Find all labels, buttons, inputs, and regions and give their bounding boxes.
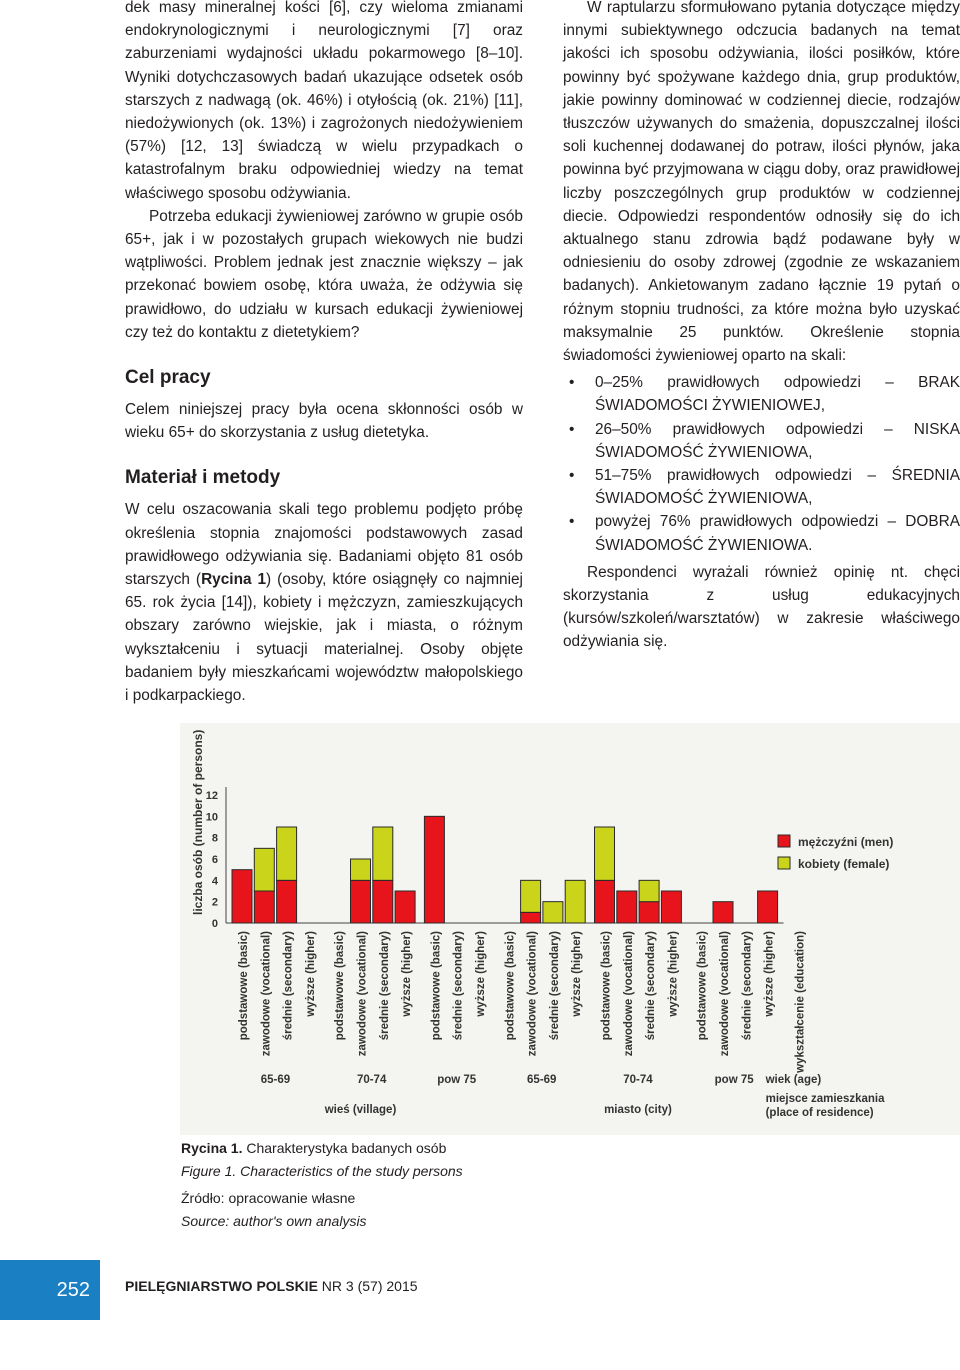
- x-tick-label: średnie (secondary): [378, 931, 391, 1041]
- x-tick-label: średnie (secondary): [452, 931, 465, 1041]
- bar-women: [565, 880, 585, 923]
- age-group-label: 70-74: [623, 1074, 653, 1086]
- text-run: ) (osoby, które osiągnęły co najmniej 65. rok życia [14]), kobiety i mężczyzn, zamieszkujących obszary zarówno wiejskie, jak i miasta, o różnym wykształceniu i sytuacji materialnej. Osoby objęte badaniem były mieszkańcami województw małopolskiego i podkarpackiego.: [125, 571, 523, 705]
- bar-men: [713, 902, 733, 923]
- figure-chart: [180, 723, 960, 1135]
- journal-issue: NR 3 (57) 2015: [317, 1278, 418, 1294]
- x-tick-label: wyższe (higher): [475, 931, 487, 1017]
- education-axis-label: wykształcenie (education): [794, 931, 807, 1073]
- y-tick-label: 2: [211, 896, 218, 909]
- caption-text: Charakterystyka badanych osób: [242, 1140, 447, 1156]
- bar-men: [521, 912, 541, 923]
- bullet-list: [563, 371, 960, 557]
- age-group-label: 70-74: [356, 1074, 387, 1086]
- x-tick-label: zawodowe (vocational): [356, 931, 369, 1057]
- x-tick-label: wyższe (higher): [571, 931, 584, 1017]
- caption-title-en: Figure 1. Characteristics of the study persons: [181, 1163, 463, 1179]
- bullet-icon: •: [569, 374, 575, 392]
- bar-men: [351, 880, 371, 923]
- list-item-text: powyżej 76% prawidłowych odpowiedzi – DOBRA ŚWIADOMOŚĆ ŻYWIENIOWA.: [595, 513, 960, 554]
- journal-footer: [125, 1278, 418, 1294]
- x-tick-label: średnie (secondary): [548, 931, 561, 1041]
- x-tick-label: podstawowe (basic): [504, 931, 517, 1041]
- section-heading: Materiał i metody: [125, 467, 281, 489]
- bar-men: [232, 870, 252, 923]
- y-tick-label: 0: [211, 918, 218, 930]
- age-group-label: 65-69: [527, 1074, 557, 1086]
- x-tick-label: zawodowe (vocational): [719, 931, 731, 1057]
- list-item: [563, 418, 960, 464]
- section-heading: Cel pracy: [125, 367, 211, 389]
- x-tick-label: zawodowe (vocational): [260, 931, 273, 1057]
- bar-men: [424, 816, 444, 923]
- paragraph: Potrzeba edukacji żywieniowej zarówno w grupie osób 65+, jak i w pozostałych grupach wiekowych nie budzi wątpliwości. Problem jednak jest znacznie większy – jak przekonać bowiem osobę, która uważa, że odżywia się prawidłowo, do udziału w kursach edukacji żywieniowej czy też do kontaktu z dietetykiem?: [125, 207, 523, 341]
- bullet-icon: •: [569, 513, 575, 531]
- y-tick-label: 10: [205, 811, 218, 824]
- list-item-text: 26–50% prawidłowych odpowiedzi – NISKA ŚWIADOMOŚĆ ŻYWIENIOWA,: [595, 420, 960, 461]
- x-tick-label: zawodowe (vocational): [622, 931, 635, 1057]
- bar-men: [639, 902, 659, 923]
- bar-women: [521, 880, 541, 912]
- bar-women: [543, 902, 563, 923]
- bar-women: [351, 859, 371, 880]
- x-tick-label: podstawowe (basic): [600, 931, 613, 1041]
- bar-men: [254, 891, 274, 923]
- residence-group-label: miasto (city): [604, 1104, 672, 1116]
- x-tick-label: wyższe (higher): [401, 931, 414, 1017]
- list-item: [563, 371, 960, 417]
- list-item-text: 0–25% prawidłowych odpowiedzi – BRAK ŚWIADOMOŚCI ŻYWIENIOWEJ,: [595, 374, 960, 415]
- x-tick-label: wyższe (higher): [763, 931, 776, 1017]
- bar-men: [617, 891, 637, 923]
- caption-source-en: Source: author's own analysis: [181, 1213, 367, 1229]
- bar-women: [254, 848, 274, 891]
- page-number: 252: [56, 1279, 90, 1301]
- x-tick-label: podstawowe (basic): [238, 931, 250, 1041]
- y-tick-label: 4: [211, 875, 218, 888]
- bar-women: [639, 880, 659, 901]
- paragraph: [125, 498, 523, 707]
- age-group-label: 65-69: [260, 1074, 291, 1086]
- age-group-label: pow 75: [714, 1074, 754, 1086]
- list-item: [563, 510, 960, 556]
- bar-men: [758, 891, 778, 923]
- residence-axis-label: (place of residence): [765, 1107, 874, 1119]
- x-tick-label: średnie (secondary): [645, 931, 658, 1041]
- residence-group-label: wieś (village): [324, 1104, 397, 1116]
- bullet-icon: •: [569, 467, 575, 485]
- y-tick-label: 12: [205, 790, 218, 802]
- paragraph: W raptularzu sformułowano pytania dotyczące między innymi subiektywnego odczucia badanych na temat jakości ich sposobu odżywiania, ilości posiłków, które powinny być spożywane każdego dnia, grup produktów, jakie powinny dominować w codziennej diecie, rodzajów tłuszczów używanych do smażenia, dopuszczalnej ilości soli kuchennej dodawanej do potraw, ilości płynów, jaka powinna być przyjmowana w ciągu doby, oraz prawidłowej liczby poszczególnych grup produktów w codziennej diecie. Odpowiedzi respondentów odnosiły się do ich aktualnego stanu zdrowia bądź podawane były w odniesieniu do osoby zdrowej (zgodnie ze wskazaniem badanych). Ankietowanym zadano łącznie 19 pytań o różnym stopniu trudności, za które można było uzyskać maksymalnie 25 punktów. Określenie stopnia świadomości żywieniowej oparto na skali:: [563, 0, 960, 365]
- list-item: [563, 464, 960, 510]
- age-axis-label: wiek (age): [765, 1074, 822, 1086]
- caption-source: Źródło: opracowanie własne: [181, 1190, 356, 1206]
- list-item-text: 51–75% prawidłowych odpowiedzi – ŚREDNIA ŚWIADOMOŚĆ ŻYWIENIOWA,: [595, 467, 960, 508]
- bar-women: [595, 827, 615, 880]
- legend-swatch: [778, 857, 790, 869]
- residence-axis-label: miejsce zamieszkania: [765, 1093, 885, 1105]
- age-group-label: pow 75: [437, 1074, 477, 1086]
- figure-caption: [181, 1137, 463, 1233]
- bar-women: [277, 827, 297, 880]
- bar-men: [373, 880, 393, 923]
- x-tick-label: podstawowe (basic): [430, 931, 443, 1041]
- x-tick-label: wyższe (higher): [304, 931, 317, 1017]
- legend-label: kobiety (female): [798, 857, 890, 871]
- text-run: W celu oszacowania skali tego problemu podjęto próbę określenia stopnia znajomości podstawowych zasad prawidłowego odżywiania się. Badaniami objęto 81 osób starszych (: [125, 501, 523, 589]
- bar-men: [395, 891, 415, 923]
- y-tick-label: 6: [211, 854, 218, 866]
- bar-men: [595, 880, 615, 923]
- x-tick-label: podstawowe (basic): [696, 931, 709, 1041]
- x-tick-label: wyższe (higher): [667, 931, 680, 1017]
- caption-label: Rycina 1.: [181, 1140, 243, 1156]
- legend-label: mężczyźni (men): [798, 835, 894, 849]
- caption-title: [181, 1137, 463, 1160]
- paragraph: Respondenci wyrażali również opinię nt. chęci skorzystania z usług edukacyjnych (kursów/szkoleń/warsztatów) w zakresie właściwego odżywiania się.: [563, 563, 960, 651]
- paragraph: dek masy mineralnej kości [6], czy wieloma zmianami endokrynologicznymi i neurologicznymi [7] oraz zaburzeniami wydajności układu pokarmowego [8–10]. Wyniki dotychczasowych badań ukazujące odsetek osób starszych z nadwagą (ok. 46%) i otyłością (ok. 21%) [11], niedożywionych (ok. 13%) i zagrożonych niedożywieniem (57%) [12, 13] świadczą w wielu przypadkach o katastrofalnym braku odpowiedniej wiedzy na temat właściwego sposobu odżywiania.: [125, 0, 523, 202]
- bullet-icon: •: [569, 420, 575, 438]
- journal-name: PIELĘGNIARSTWO POLSKIE: [125, 1278, 318, 1294]
- right-column: [563, 0, 960, 654]
- legend-swatch: [778, 835, 790, 847]
- y-tick-label: 8: [211, 832, 218, 845]
- paragraph: Celem niniejszej pracy była ocena skłonności osób w wieku 65+ do skorzystania z usług dietetyka.: [125, 401, 523, 442]
- x-tick-label: zawodowe (vocational): [526, 931, 539, 1057]
- bar-women: [373, 827, 393, 880]
- x-tick-label: średnie (secondary): [741, 931, 754, 1041]
- bar-men: [661, 891, 681, 923]
- left-column: [125, 0, 523, 707]
- y-axis-title: liczba osób (number of persons): [191, 729, 205, 915]
- x-tick-label: podstawowe (basic): [334, 931, 347, 1041]
- stacked-bar-chart: [180, 723, 960, 1135]
- bar-men: [277, 880, 297, 923]
- figure-reference: Rycina 1: [201, 571, 267, 589]
- x-tick-label: średnie (secondary): [282, 931, 295, 1041]
